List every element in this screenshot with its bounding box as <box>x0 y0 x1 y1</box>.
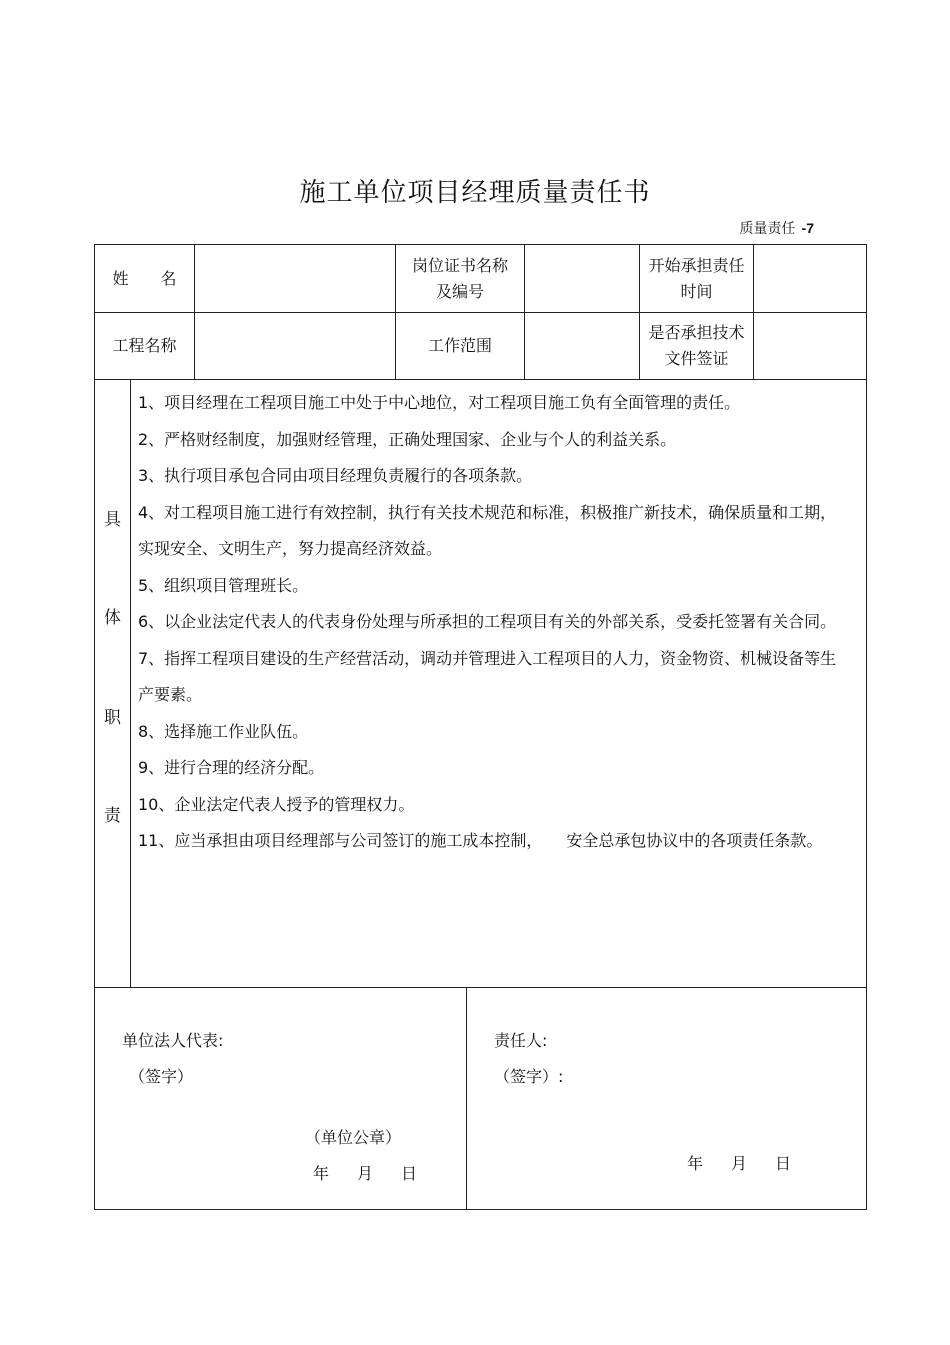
duties-list <box>138 385 850 860</box>
duty-item: 11、应当承担由项目经理部与公司签订的施工成本控制， 安全总承包协议中的各项责任条款。 <box>138 831 823 850</box>
duty-item: 2、严格财经制度，加强财经管理，正确处理国家、企业与个人的利益关系。 <box>138 429 677 449</box>
left-date-label: 年 月 日 <box>313 1164 424 1183</box>
duty-item: 8、选择施工作业队伍。 <box>138 721 309 741</box>
duty-item: 3、执行项目承包合同由项目经理负责履行的各项条款。 <box>138 466 533 485</box>
duty-item: 6、以企业法定代表人的代表身份处理与所承担的工程项目有关的外部关系，受委托签署有关合同。 <box>138 612 837 631</box>
form-code-label: 质量责任 <box>739 221 796 237</box>
start-value[interactable] <box>754 245 866 312</box>
form-code-number: -7 <box>801 220 814 236</box>
duties-label-char: 职 <box>104 708 121 728</box>
duty-item: 10、企业法定代表人授予的管理权力。 <box>138 794 415 814</box>
start-label-text: 开始承担责任时间 <box>648 255 745 301</box>
responsible-person-label: 责任人: <box>494 1031 548 1050</box>
col-divider <box>130 379 131 987</box>
duty-item: 9、进行合理的经济分配。 <box>138 758 325 777</box>
tech-value[interactable] <box>754 313 866 379</box>
start-label <box>640 245 753 312</box>
cert-value[interactable] <box>525 245 639 312</box>
duties-label-char: 体 <box>104 608 121 628</box>
form-code <box>740 218 814 238</box>
name-value[interactable] <box>195 245 395 312</box>
responsible-sign-label: （签字）: <box>494 1067 564 1086</box>
tech-label <box>640 313 753 379</box>
right-date-label: 年 月 日 <box>687 1154 798 1173</box>
scope-label: 工作范围 <box>427 336 492 355</box>
document-title: 施工单位项目经理质量责任书 <box>299 178 651 208</box>
scope-value[interactable] <box>525 313 639 379</box>
duty-item: 1、项目经理在工程项目施工中处于中心地位，对工程项目施工负有全面管理的责任。 <box>138 393 741 412</box>
name-label: 姓 名 <box>112 268 177 288</box>
duties-label-char: 责 <box>104 806 121 826</box>
legal-rep-sign-label: （签字） <box>129 1067 194 1086</box>
legal-rep-label: 单位法人代表: <box>122 1031 224 1050</box>
project-value[interactable] <box>195 313 395 379</box>
duty-item: 7、指挥工程项目建设的生产经营活动，调动并管理进入工程项目的人力，资金物资、机械设备等生产要素。 <box>138 648 837 704</box>
unit-seal-label: （单位公章） <box>305 1128 402 1147</box>
cert-label-text: 岗位证书名称及编号 <box>411 255 508 301</box>
row-divider <box>95 987 866 988</box>
row-divider <box>95 379 866 380</box>
tech-label-text: 是否承担技术文件签证 <box>648 323 745 368</box>
cert-label <box>396 245 524 312</box>
duty-item: 4、对工程项目施工进行有效控制，执行有关技术规范和标准，积极推广新技术，确保质量和工期，实现安全、文明生产，努力提高经济效益。 <box>138 502 837 558</box>
duties-label-char: 具 <box>104 510 121 530</box>
project-label: 工程名称 <box>112 336 177 355</box>
responsibility-table <box>94 244 867 1210</box>
col-divider <box>466 987 467 1209</box>
duties-label <box>95 381 130 987</box>
duty-item: 5、组织项目管理班长。 <box>138 575 309 595</box>
